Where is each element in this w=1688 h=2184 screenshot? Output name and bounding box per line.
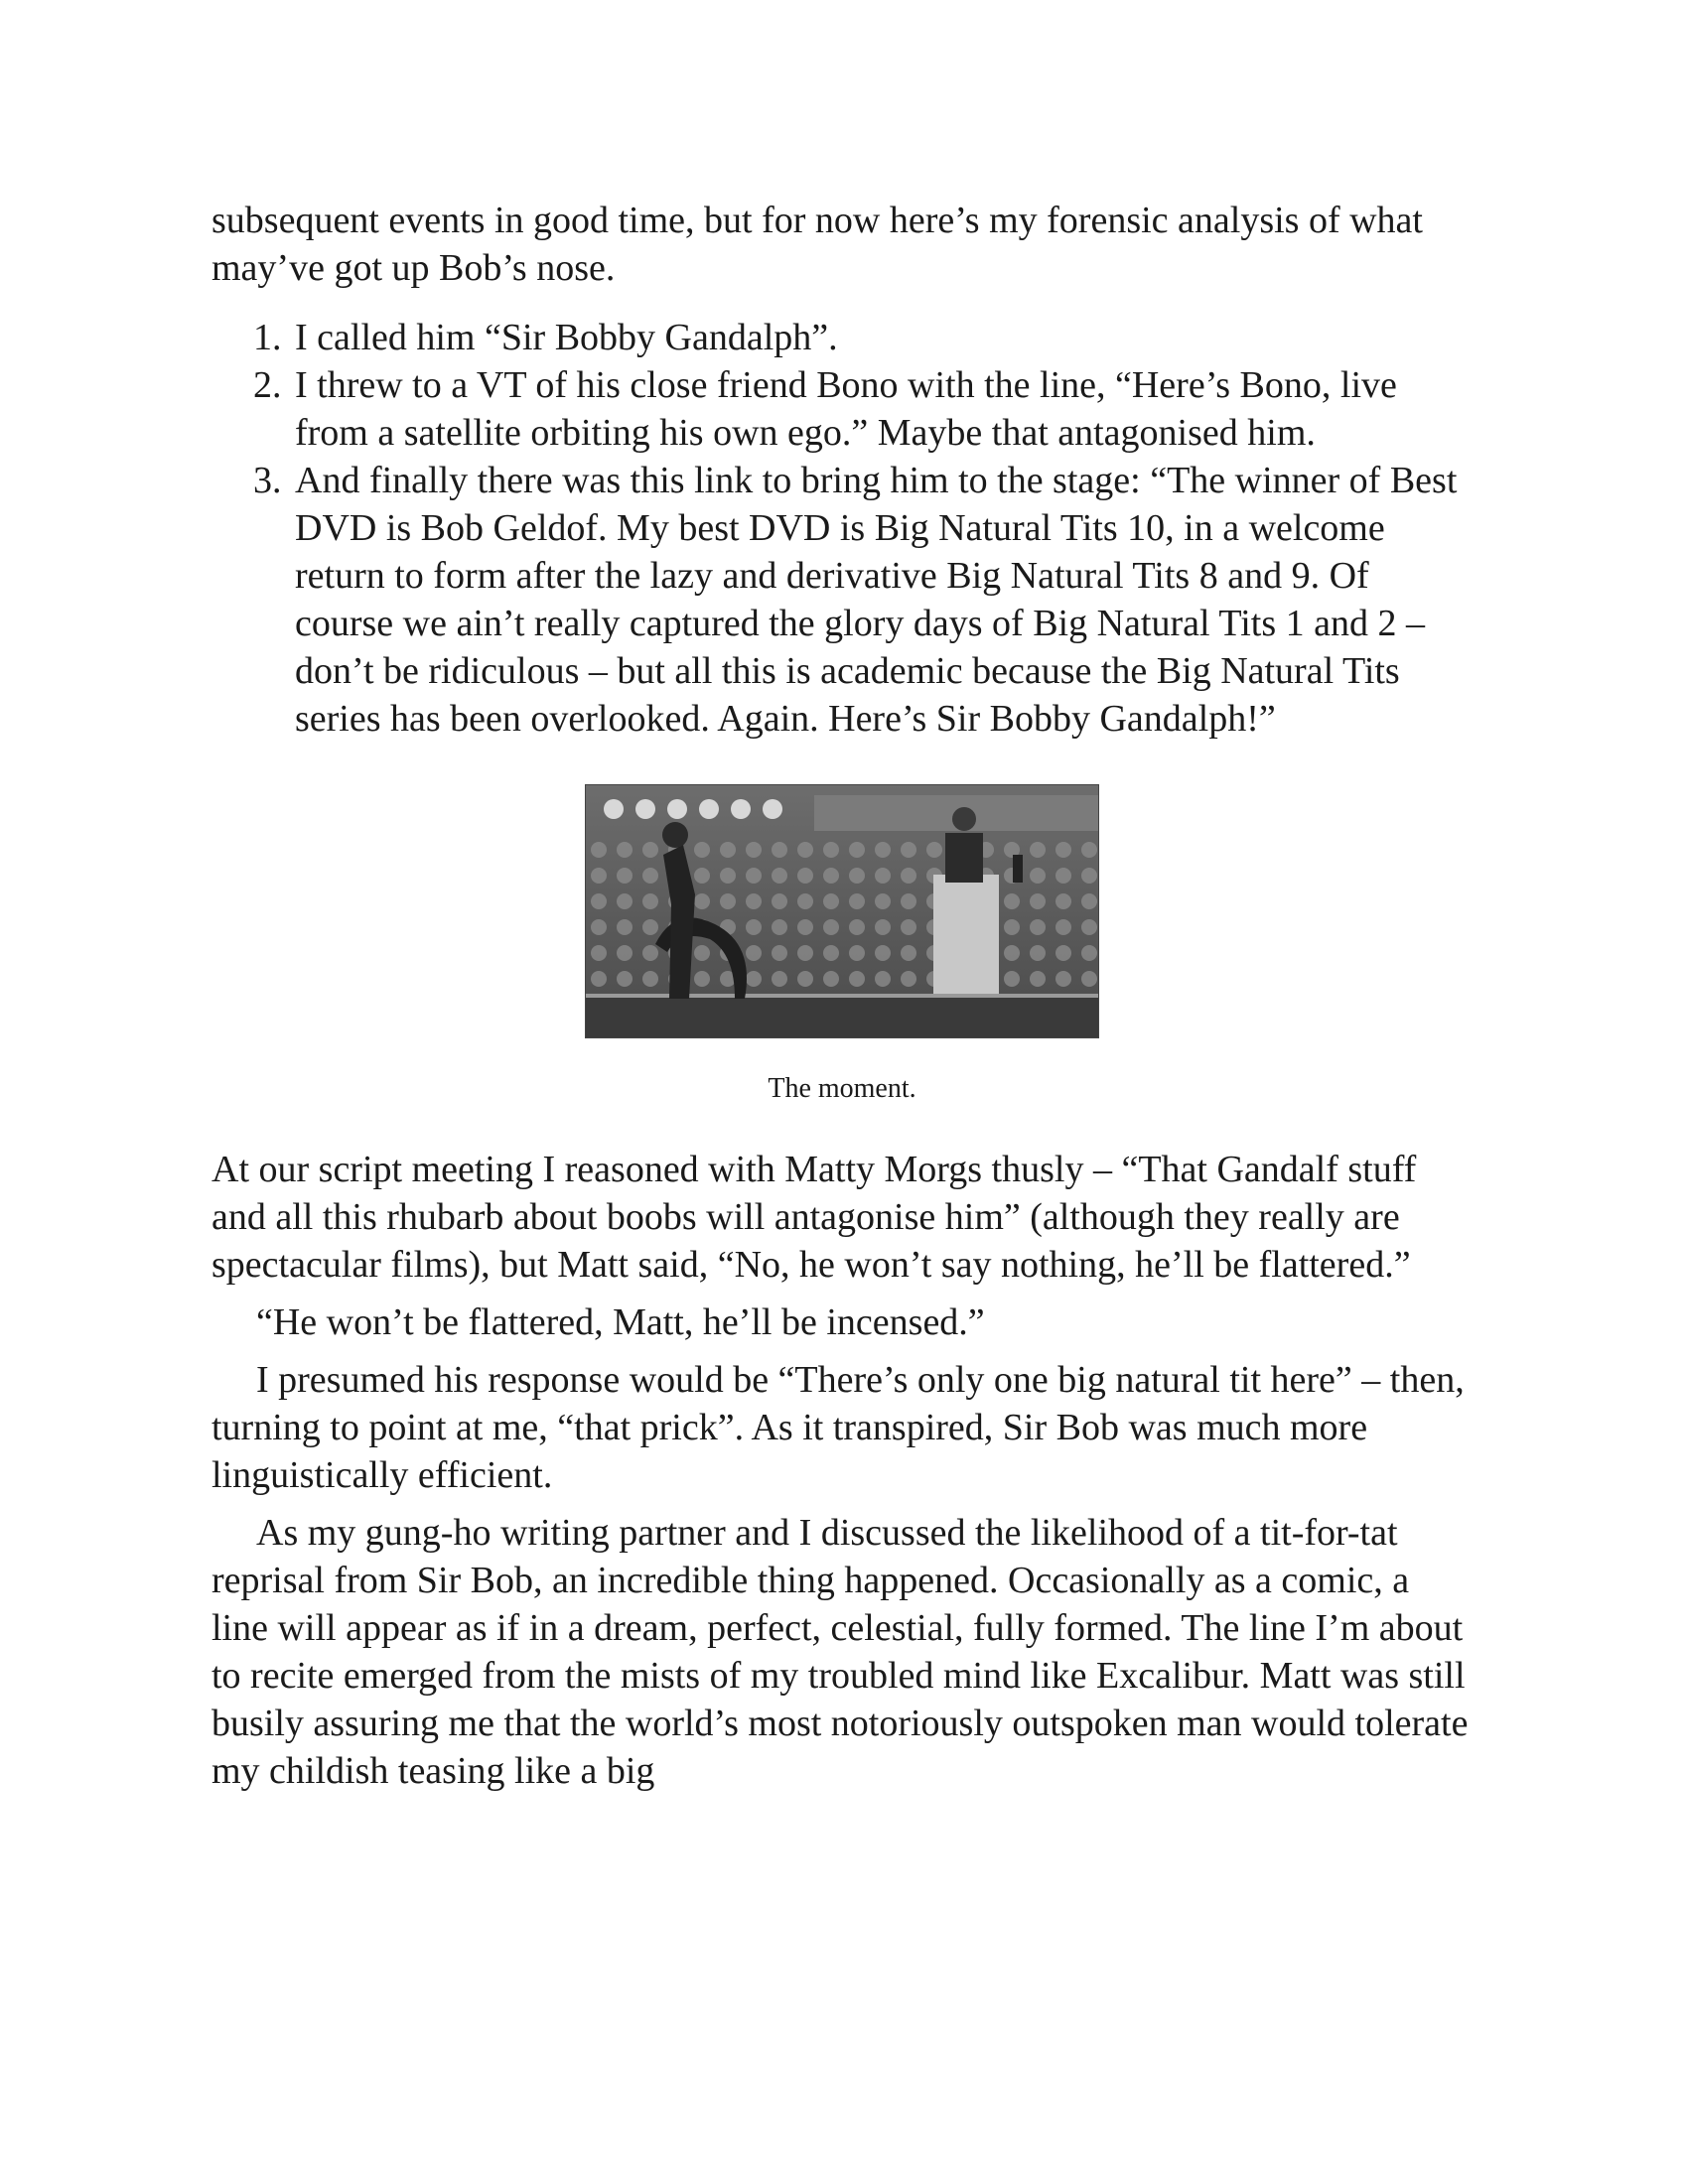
stage-photo xyxy=(585,784,1099,1038)
list-item-text: I called him “Sir Bobby Gandalph”. xyxy=(295,317,838,358)
list-item xyxy=(253,457,1473,743)
numbered-list xyxy=(211,314,1473,743)
body-paragraph: At our script meeting I reasoned with Matty Morgs thusly – “That Gandalf stuff and all this rhubarb about boobs will antagonise him” (although they really are spectacular films), but Matt said, “No, he won’t say nothing, he’ll be flattered.” xyxy=(211,1149,1417,1286)
list-item-number: 2. xyxy=(253,364,282,406)
list-item-text: I threw to a VT of his close friend Bono with the line, “Here’s Bono, live from a satellite orbiting his own ego.” Maybe that antagonised him. xyxy=(295,364,1397,454)
list-item xyxy=(253,314,1473,361)
body-paragraph: As my gung-ho writing partner and I discussed the likelihood of a tit-for-tat reprisal from Sir Bob, an incredible thing happened. Occasionally as a comic, a line will appear as if in a dream, perfect, celestial, fully formed. The line I’m about to recite emerged from the mists of my troubled mind like Excalibur. Matt was still busily assuring me that the world’s most notoriously outspoken man would tolerate my childish teasing like a big xyxy=(211,1512,1469,1792)
book-page xyxy=(211,197,1473,1795)
stage-photo-illustration xyxy=(586,785,1098,1037)
intro-paragraph: subsequent events in good time, but for now here’s my forensic analysis of what may’ve got up Bob’s nose. xyxy=(211,200,1423,289)
figure-caption: The moment. xyxy=(768,1073,916,1104)
list-item-number: 3. xyxy=(253,460,282,501)
list-item xyxy=(253,361,1473,457)
body-paragraph: I presumed his response would be “There’s only one big natural tit here” – then, turning to point at me, “that prick”. As it transpired, Sir Bob was much more linguistically efficient. xyxy=(211,1359,1465,1496)
list-item-text: And finally there was this link to bring him to the stage: “The winner of Best DVD is Bob Geldof. My best DVD is Big Natural Tits 10, in a welcome return to form after the lazy and derivative Big Natural Tits 8 and 9. Of course we ain’t really captured the glory days of Big Natural Tits 1 and 2 – don’t be ridiculous – but all this is academic because the Big Natural Tits series has been overlooked. Again. Here’s Sir Bobby Gandalph!” xyxy=(295,460,1458,740)
list-item-number: 1. xyxy=(253,317,282,358)
body-paragraph: “He won’t be flattered, Matt, he’ll be incensed.” xyxy=(256,1301,985,1343)
